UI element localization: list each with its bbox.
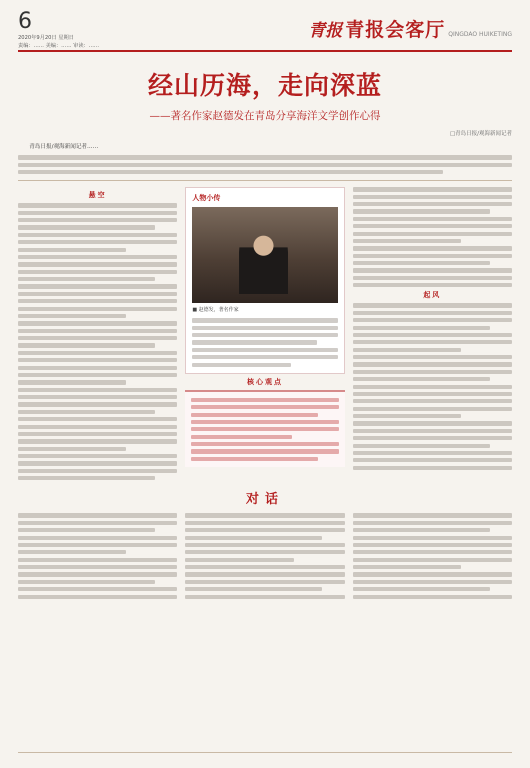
body-columns xyxy=(18,187,512,480)
section-title-3: 核心观点 xyxy=(246,376,283,386)
section-1-text xyxy=(18,203,177,480)
photo-caption: ■ 赵德发，著名作家 xyxy=(192,307,239,314)
bottom-rule xyxy=(18,752,512,758)
masthead-meta-line-1: 2020年9月20日 星期日 xyxy=(18,35,74,41)
headline: 经山历海，走向深蓝 xyxy=(147,71,382,100)
masthead-meta xyxy=(18,34,99,50)
profile-title: 人物小传 xyxy=(192,193,221,203)
brand-name: 青报会客厅 xyxy=(345,19,446,41)
profile-text xyxy=(192,318,337,366)
dialogue-column-1 xyxy=(18,513,177,598)
profile-box xyxy=(185,187,344,373)
column-1 xyxy=(18,187,177,480)
dialogue-columns xyxy=(18,513,512,598)
divider xyxy=(18,180,512,181)
text-line xyxy=(18,170,443,174)
brand xyxy=(308,15,512,42)
brand-english: QINGDAO HUIKETING xyxy=(448,31,512,38)
masthead xyxy=(18,0,512,52)
key-points xyxy=(185,390,344,467)
intro-continuation xyxy=(18,155,512,174)
column-2 xyxy=(185,187,344,480)
author-photo xyxy=(192,207,337,303)
masthead-left xyxy=(18,9,100,50)
dialogue-title: 对话 xyxy=(245,492,284,508)
subheadline: ——著名作家赵德发在青岛分享海洋文学创作心得 xyxy=(149,110,381,122)
text-line xyxy=(18,155,512,159)
text-line xyxy=(18,163,512,167)
dialogue-column-3 xyxy=(353,513,512,598)
column-3-text-top xyxy=(353,187,512,287)
section-title-4: 起风 xyxy=(423,290,442,300)
page-number: 6 xyxy=(18,9,32,34)
dialogue-column-2 xyxy=(185,513,344,598)
section-4-text xyxy=(353,303,512,469)
masthead-meta-line-2: 责编：…… 美编：…… 审读：…… xyxy=(18,43,100,49)
column-3 xyxy=(353,187,512,480)
byline: □青岛日报/观海新闻记者 xyxy=(449,131,512,137)
intro-paragraph: 青岛日报/观海新闻记者…… xyxy=(29,144,99,150)
brand-logo-text: 青报 xyxy=(308,21,343,41)
section-title-1: 悬空 xyxy=(88,190,107,200)
